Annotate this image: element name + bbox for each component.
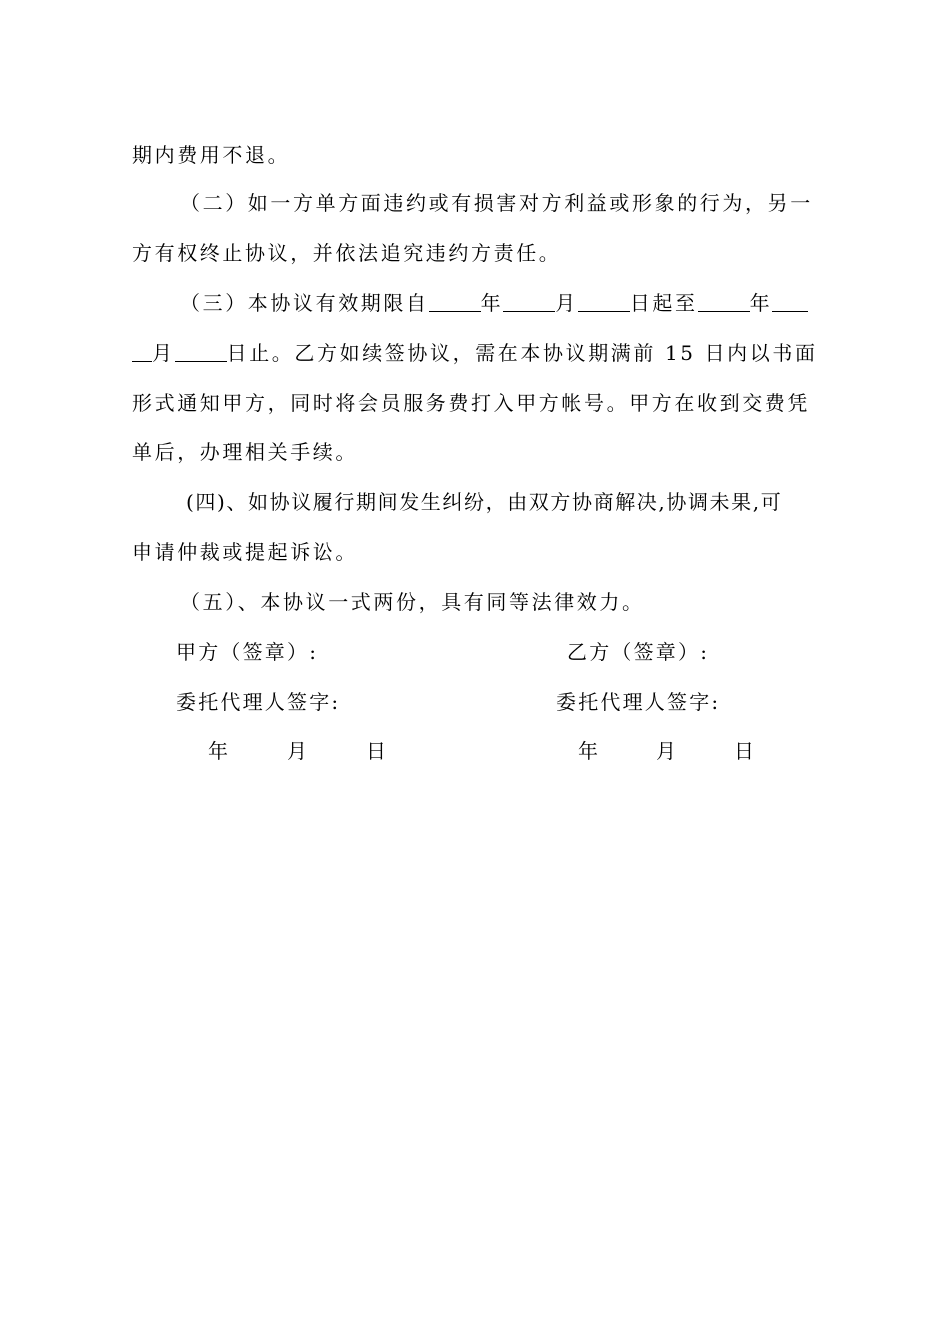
- end-month-blank-part[interactable]: [772, 291, 808, 312]
- party-a-date-day: 日: [366, 739, 386, 763]
- party-a-date-year: 年: [208, 739, 228, 763]
- party-a-date-month: 月: [287, 739, 307, 763]
- clause-two-line-2: 方有权终止协议，并依法追究违约方责任。: [132, 241, 562, 265]
- clause-four-line-1: (四)、如协议履行期间发生纠纷，由双方协商解决,协调未果,可: [186, 490, 783, 514]
- party-b-seal-label: 乙方（签章）:: [567, 640, 710, 664]
- year-label: 年: [480, 291, 504, 315]
- month-label: 月: [152, 341, 175, 365]
- party-b-date-month: 月: [656, 739, 676, 763]
- party-b-date-year: 年: [578, 739, 598, 763]
- clause-five-line: （五）、本协议一式两份，具有同等法律效力。: [180, 590, 645, 614]
- clause-two-line-1: （二）如一方单方面违约或有损害对方利益或形象的行为，另一: [180, 191, 813, 215]
- party-b-agent-label: 委托代理人签字:: [556, 690, 721, 714]
- clause-three-line-1: [180, 291, 808, 315]
- party-a-agent-label: 委托代理人签字:: [176, 690, 341, 714]
- end-day-blank[interactable]: [175, 341, 227, 362]
- party-b-date-day: 日: [734, 739, 754, 763]
- month-label: 月: [555, 291, 578, 315]
- clause-three-cont: 日止。乙方如续签协议，需在本协议期满前 15 日内以书面: [226, 341, 818, 365]
- day-to-label: 日起至: [629, 291, 698, 315]
- clause-three-line-3: 形式通知甲方，同时将会员服务费打入甲方帐号。甲方在收到交费凭: [132, 391, 810, 415]
- year-label: 年: [749, 291, 773, 315]
- clause-three-line-2: [132, 341, 818, 365]
- end-month-blank-cont[interactable]: [132, 341, 152, 362]
- start-month-blank[interactable]: [503, 291, 555, 312]
- clause-three-text: （三）本协议有效期限自: [180, 291, 429, 315]
- clause-four-line-2: 申请仲裁或提起诉讼。: [132, 540, 358, 564]
- party-a-seal-label: 甲方（签章）:: [176, 640, 319, 664]
- end-year-blank[interactable]: [698, 291, 750, 312]
- start-year-blank[interactable]: [429, 291, 481, 312]
- paragraph-line: 期内费用不退。: [132, 143, 291, 167]
- start-day-blank[interactable]: [578, 291, 630, 312]
- clause-three-line-4: 单后，办理相关手续。: [132, 440, 358, 464]
